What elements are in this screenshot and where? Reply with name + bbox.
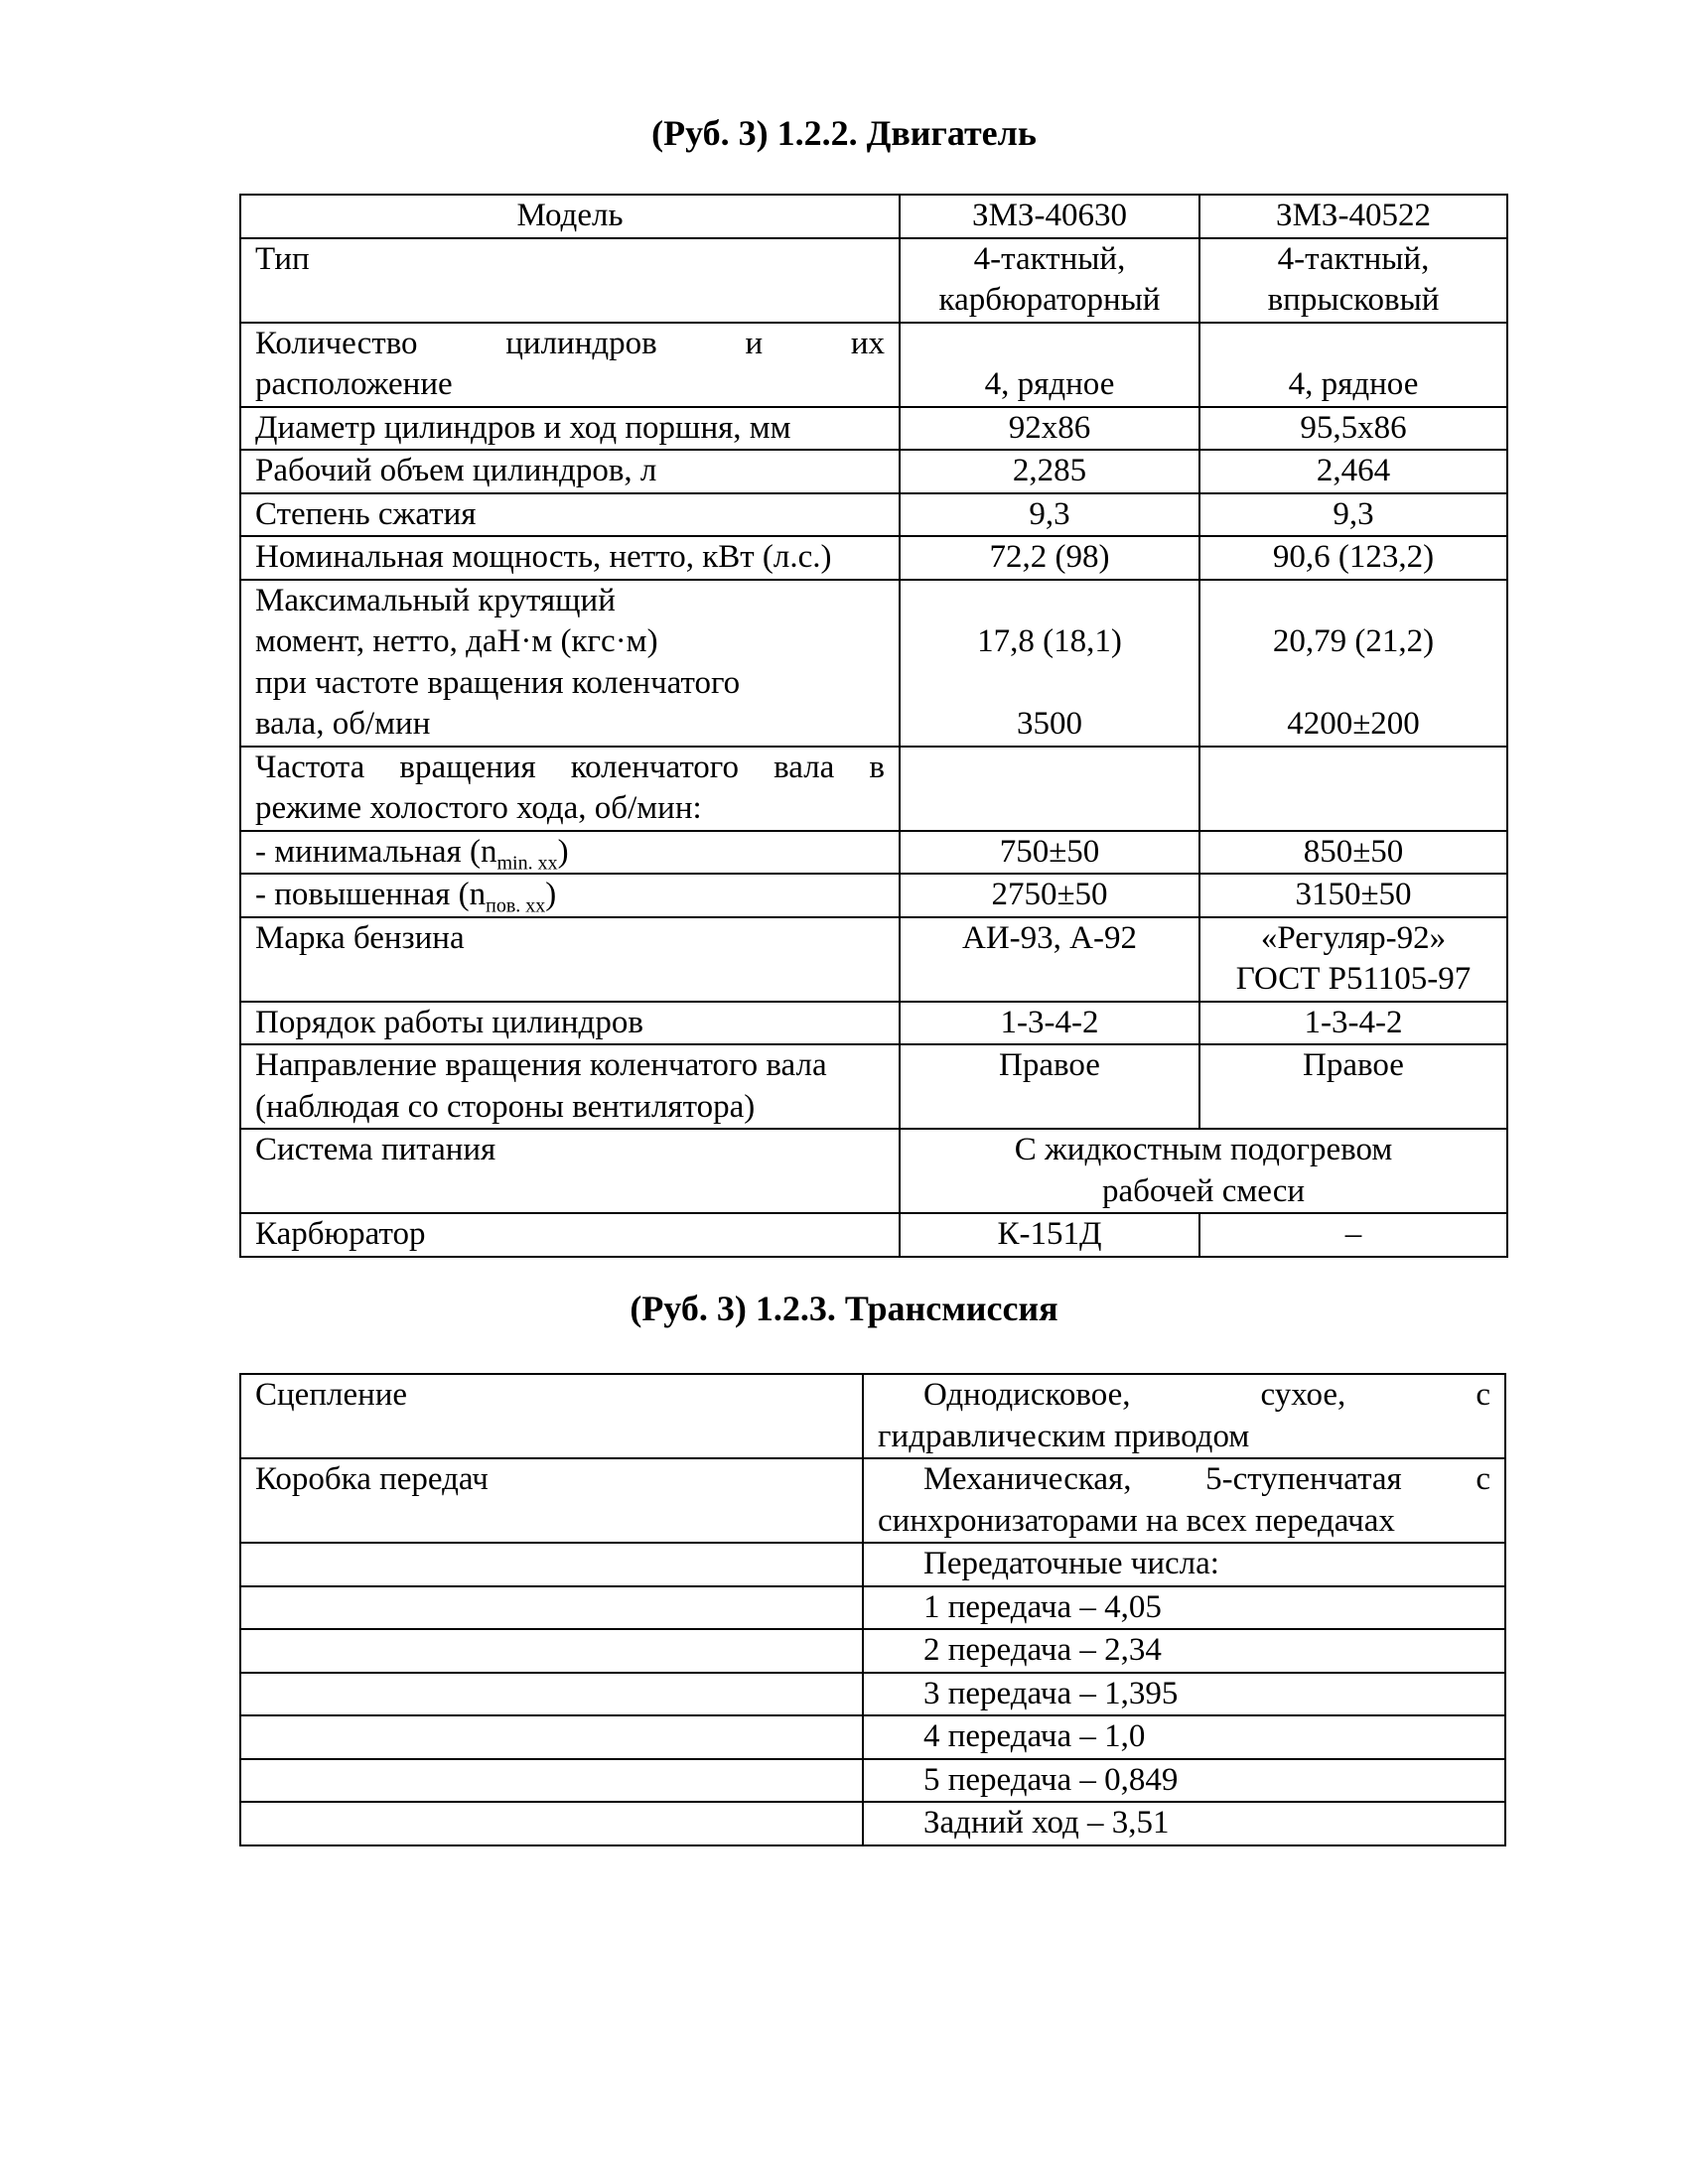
table-row <box>240 1002 1507 1045</box>
table-row <box>240 1374 1505 1458</box>
row-label: Марка бензина <box>240 917 900 1002</box>
table-row <box>240 1129 1507 1213</box>
table-row <box>240 747 1507 831</box>
table-row <box>240 1543 1505 1586</box>
row-value: Механическая, 5-ступенчатая с синхронизаторами на всех передачах <box>863 1458 1505 1543</box>
row-label: Степень сжатия <box>240 493 900 537</box>
row-value: 850±50 <box>1199 831 1507 875</box>
row-value: – <box>1199 1213 1507 1257</box>
row-label: Тип <box>240 238 900 323</box>
row-value: 2750±50 <box>900 874 1199 917</box>
row-label: Система питания <box>240 1129 900 1213</box>
list-item: Передаточные числа: <box>863 1543 1505 1586</box>
table-row <box>240 580 1507 747</box>
row-value <box>1199 747 1507 831</box>
transmission-section-title: (Руб. 3) 1.2.3. Трансмиссия <box>630 1289 1058 1328</box>
row-value: Правое <box>900 1044 1199 1129</box>
table-row <box>240 450 1507 493</box>
row-label: Карбюратор <box>240 1213 900 1257</box>
row-label: Сцепление <box>240 1374 863 1458</box>
table-row <box>240 1044 1507 1129</box>
row-label: Количество цилиндров и их расположение <box>240 323 900 407</box>
header-model: Модель <box>240 195 900 238</box>
table-row <box>240 874 1507 917</box>
row-value: 92x86 <box>900 407 1199 451</box>
row-label: Частота вращения коленчатого вала в режиме холостого хода, об/мин: <box>240 747 900 831</box>
row-value: 20,79 (21,2) 4200±200 <box>1199 580 1507 747</box>
row-value: 9,3 <box>1199 493 1507 537</box>
list-item: 1 передача – 4,05 <box>863 1586 1505 1630</box>
row-value: 4, рядное <box>900 323 1199 407</box>
row-value: «Регуляр-92» ГОСТ Р51105-97 <box>1199 917 1507 1002</box>
list-item: Задний ход – 3,51 <box>863 1802 1505 1845</box>
table-row <box>240 323 1507 407</box>
row-value: 90,6 (123,2) <box>1199 536 1507 580</box>
row-label: Коробка передач <box>240 1458 863 1543</box>
row-value: АИ-93, А-92 <box>900 917 1199 1002</box>
table-row <box>240 238 1507 323</box>
table-row <box>240 493 1507 537</box>
table-row <box>240 195 1507 238</box>
table-row <box>240 1213 1507 1257</box>
row-value: К-151Д <box>900 1213 1199 1257</box>
header-model-1: ЗМЗ-40630 <box>900 195 1199 238</box>
table-row <box>240 1586 1505 1630</box>
row-label: Порядок работы цилиндров <box>240 1002 900 1045</box>
table-row <box>240 1629 1505 1673</box>
row-value: 750±50 <box>900 831 1199 875</box>
row-value: 1-3-4-2 <box>1199 1002 1507 1045</box>
engine-section-title: (Руб. 3) 1.2.2. Двигатель <box>651 113 1037 153</box>
row-value <box>900 747 1199 831</box>
row-value: 1-3-4-2 <box>900 1002 1199 1045</box>
table-row <box>240 831 1507 875</box>
table-row <box>240 1458 1505 1543</box>
list-item: 5 передача – 0,849 <box>863 1759 1505 1803</box>
row-value: 2,285 <box>900 450 1199 493</box>
row-value: С жидкостным подогревом рабочей смеси <box>900 1129 1507 1213</box>
row-label: Номинальная мощность, нетто, кВт (л.с.) <box>240 536 900 580</box>
list-item: 2 передача – 2,34 <box>863 1629 1505 1673</box>
table-row <box>240 917 1507 1002</box>
row-value: Правое <box>1199 1044 1507 1129</box>
table-row <box>240 407 1507 451</box>
row-label: Максимальный крутящий момент, нетто, даН·м (кгс·м) при частоте вращения коленчатого вала, об/мин <box>240 580 900 747</box>
row-value: 3150±50 <box>1199 874 1507 917</box>
table-row <box>240 1759 1505 1803</box>
row-value: 4-тактный, впрысковый <box>1199 238 1507 323</box>
list-item: 3 передача – 1,395 <box>863 1673 1505 1716</box>
row-label: Рабочий объем цилиндров, л <box>240 450 900 493</box>
table-row <box>240 1802 1505 1845</box>
row-value: 95,5x86 <box>1199 407 1507 451</box>
row-label: Направление вращения коленчатого вала (наблюдая со стороны вентилятора) <box>240 1044 900 1129</box>
row-value: 4-тактный, карбюраторный <box>900 238 1199 323</box>
row-value: Однодисковое, сухое, с гидравлическим приводом <box>863 1374 1505 1458</box>
table-row <box>240 536 1507 580</box>
row-value: 72,2 (98) <box>900 536 1199 580</box>
row-value: 17,8 (18,1) 3500 <box>900 580 1199 747</box>
row-label: Диаметр цилиндров и ход поршня, мм <box>240 407 900 451</box>
row-label: - минимальная $(n_{min. xx})$ <box>240 831 900 875</box>
row-label: - повышенная $(n_{пов. xx})$ <box>240 874 900 917</box>
list-item: 4 передача – 1,0 <box>863 1715 1505 1759</box>
table-row <box>240 1715 1505 1759</box>
table-row <box>240 1673 1505 1716</box>
transmission-spec-table <box>239 1373 1506 1846</box>
row-value: 4, рядное <box>1199 323 1507 407</box>
engine-spec-table <box>239 194 1508 1258</box>
row-value: 9,3 <box>900 493 1199 537</box>
row-value: 2,464 <box>1199 450 1507 493</box>
header-model-2: ЗМЗ-40522 <box>1199 195 1507 238</box>
